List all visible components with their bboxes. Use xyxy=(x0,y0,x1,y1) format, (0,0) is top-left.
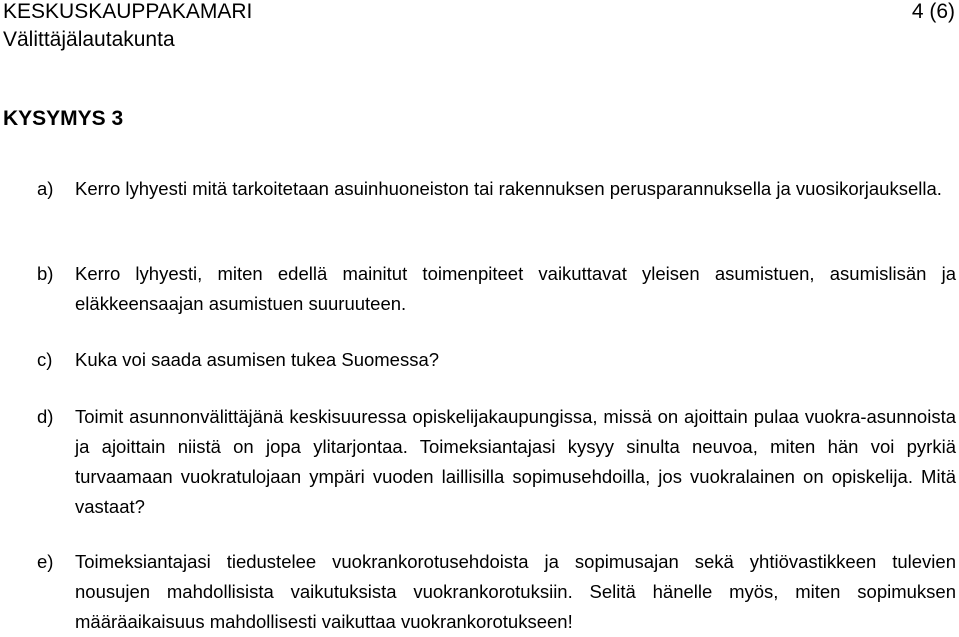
header-organization: KESKUSKAUPPAKAMARI xyxy=(3,0,253,23)
section-title: KYSYMYS 3 xyxy=(3,107,124,130)
question-text: Kerro lyhyesti, miten edellä mainitut toimenpiteet vaikuttavat yleisen asumistuen, asumislisän ja eläkkeensaajan asumistuen suuruuteen. xyxy=(75,263,956,314)
question-text: Kerro lyhyesti mitä tarkoitetaan asuinhuoneiston tai rakennuksen perusparannuksella ja vuosikorjauksella. xyxy=(75,178,942,199)
header-organization-block xyxy=(3,0,252,54)
header-department: Välittäjälautakunta xyxy=(3,28,175,51)
question-b xyxy=(37,259,956,319)
question-d xyxy=(37,402,956,522)
question-marker: e) xyxy=(37,551,54,572)
question-a xyxy=(37,174,956,204)
question-text: Toimit asunnonvälittäjänä keskisuuressa opiskelijakaupungissa, missä on ajoittain pulaa vuokra-asunnoista ja ajoittain niistä on jopa ylitarjontaa. Toimeksiantajasi kysyy sinulta neuvoa, miten hän voi pyrkiä turvaamaan vuokratulojaan ympäri vuoden laillisilla sopimusehdoilla, jos vuokralainen on opiskelija. Mitä vastaat? xyxy=(75,406,956,517)
question-marker: d) xyxy=(37,406,54,427)
question-text: Kuka voi saada asumisen tukea Suomessa? xyxy=(75,349,440,370)
question-marker: b) xyxy=(37,263,54,284)
question-marker: a) xyxy=(37,178,54,199)
question-e xyxy=(37,547,956,637)
question-text: Toimeksiantajasi tiedustelee vuokrankorotusehdoista ja sopimusajan sekä yhtiövastikkeen tulevien nousujen mahdollisista vaikutuksista vuokrankorotuksiin. Selitä hänelle myös, miten sopimuksen määräaikaisuus mahdollisesti vaikuttaa vuokrankorotukseen! xyxy=(75,551,956,632)
question-marker: c) xyxy=(37,349,53,370)
question-c xyxy=(37,345,956,375)
page-number: 4 (6) xyxy=(911,0,955,23)
